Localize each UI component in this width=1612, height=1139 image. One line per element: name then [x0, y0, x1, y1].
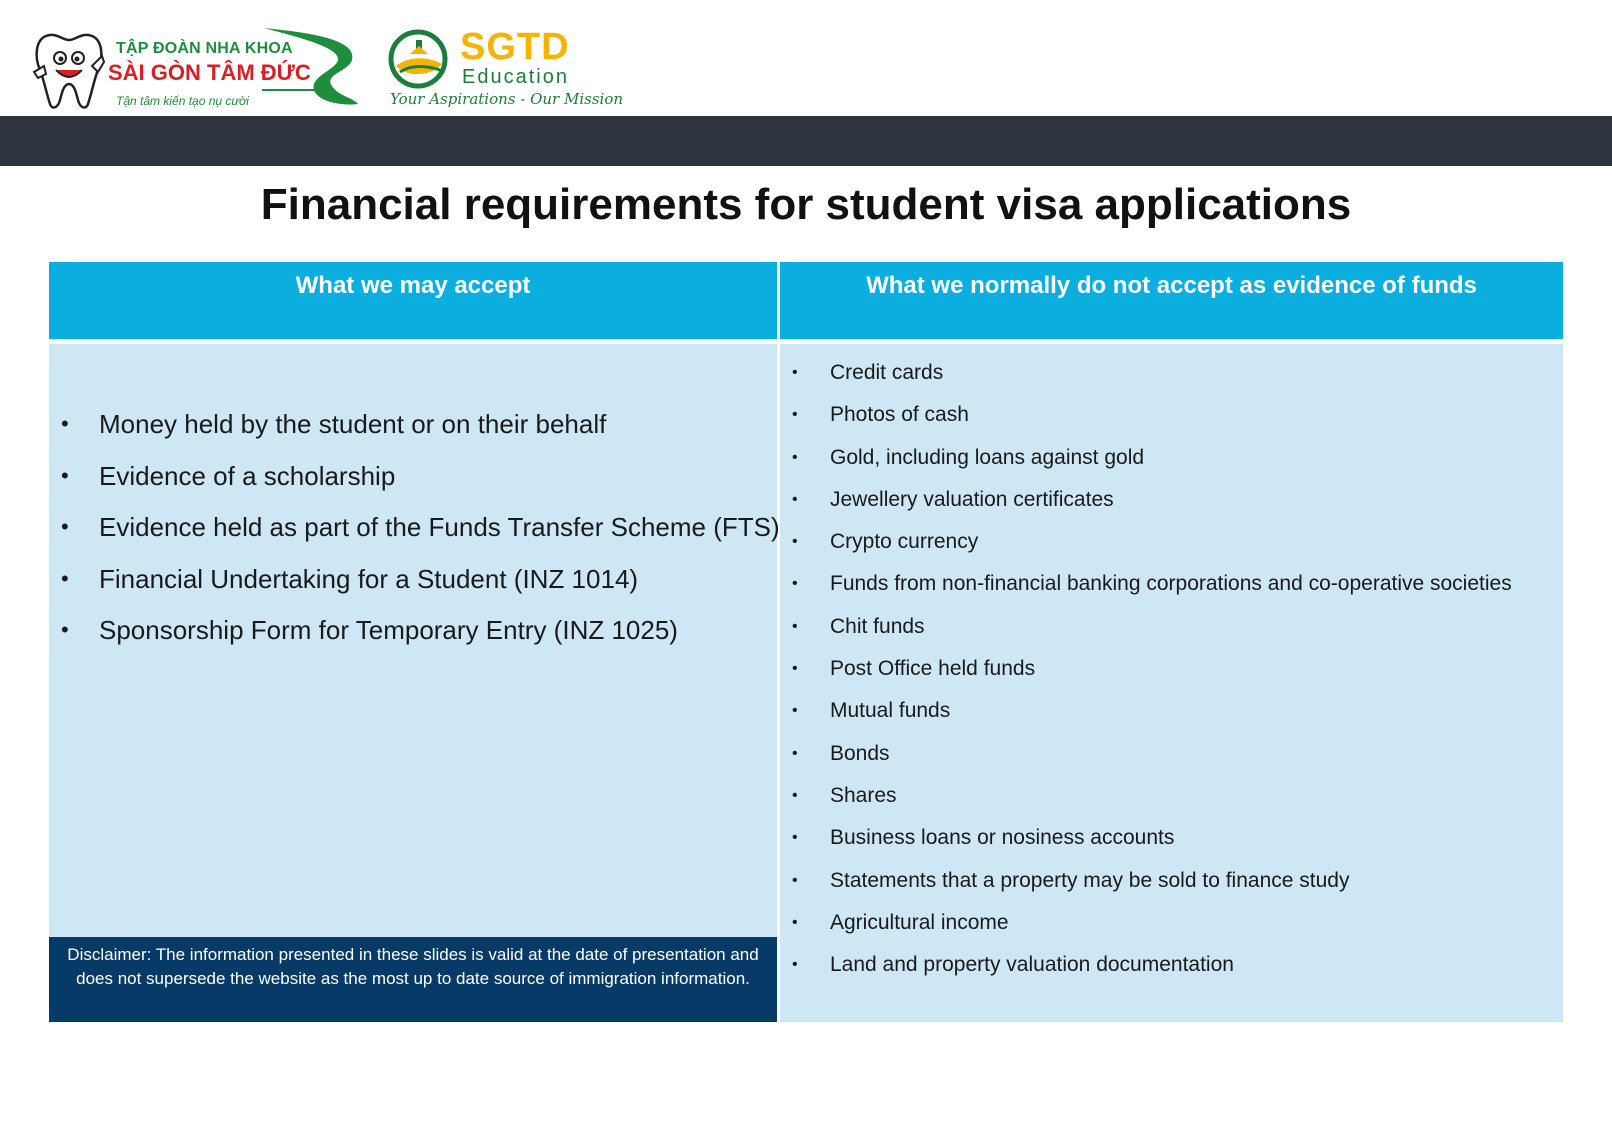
list-item: • Gold, including loans against gold	[792, 443, 1512, 485]
list-item: • Chit funds	[792, 612, 1512, 654]
bullet: •	[792, 660, 798, 678]
page-title: Financial requirements for student visa applications	[260, 180, 1352, 229]
list-item: • Mutual funds	[792, 696, 1512, 738]
list-item: • Money held by the student or on their behalf	[61, 404, 780, 456]
list-item: • Statements that a property may be sold to finance study	[792, 866, 1512, 908]
list-item: • Photos of cash	[792, 400, 1512, 442]
logo1-line2: SÀI GÒN TÂM ĐỨC	[108, 60, 311, 85]
list-item: • Funds from non-financial banking corporations and co-operative societies	[792, 569, 1512, 611]
requirements-table	[49, 262, 1563, 1022]
bullet: •	[792, 956, 798, 974]
list-item: • Credit cards	[792, 358, 1512, 400]
header-band	[0, 116, 1612, 166]
bullet: •	[792, 702, 798, 720]
sgtd-name: SGTD	[460, 26, 570, 68]
disclaimer-box: Disclaimer: The information presented in these slides is valid at the date of presentation and does not supersede the website as the most up to date source of immigration information.	[49, 937, 777, 1022]
bullet: •	[792, 490, 798, 508]
logo1-line1: TẬP ĐOÀN NHA KHOA	[116, 40, 293, 57]
list-item: • Crypto currency	[792, 527, 1512, 569]
not-accepted-column	[780, 344, 1563, 1022]
not-accepted-header: What we normally do not accept as evidence of funds	[780, 262, 1563, 339]
list-item: • Land and property valuation documentation	[792, 950, 1512, 992]
list-item: • Bonds	[792, 739, 1512, 781]
bullet: •	[61, 411, 69, 436]
accepted-header: What we may accept	[49, 262, 777, 339]
logo-bar	[0, 0, 1612, 116]
list-item: • Evidence held as part of the Funds Transfer Scheme (FTS)	[61, 507, 780, 559]
bullet: •	[792, 871, 798, 889]
sgtd-tagline: Your Aspirations - Our Mission	[390, 90, 624, 108]
bullet: •	[61, 462, 69, 488]
bullet: •	[792, 829, 798, 847]
bullet: •	[792, 786, 798, 804]
bullet: •	[792, 744, 798, 762]
list-item: • Evidence of a scholarship	[61, 456, 780, 508]
bullet: •	[792, 406, 798, 424]
bullet: •	[792, 364, 798, 381]
bullet: •	[792, 617, 798, 635]
bullet: •	[792, 913, 798, 931]
logo1-tagline: Tận tâm kiến tạo nụ cười	[116, 94, 249, 108]
bullet: •	[792, 533, 798, 551]
sgtd-education-logo	[388, 26, 624, 112]
list-item: • Post Office held funds	[792, 654, 1512, 696]
list-item: • Business loans or nosiness accounts	[792, 823, 1512, 865]
bullet: •	[792, 448, 798, 466]
sgtd-globe-icon	[388, 28, 448, 90]
sgtd-subtitle: Education	[462, 66, 569, 88]
list-item: • Agricultural income	[792, 908, 1512, 950]
bullet: •	[61, 617, 69, 642]
bullet: •	[61, 514, 69, 539]
bullet: •	[792, 575, 798, 593]
bullet: •	[61, 565, 69, 591]
not-accepted-list	[792, 358, 1512, 992]
list-item: • Shares	[792, 781, 1512, 823]
green-swoosh-icon	[262, 24, 372, 108]
saigon-tam-duc-logo	[32, 24, 352, 114]
accepted-column	[49, 344, 780, 937]
list-item: • Sponsorship Form for Temporary Entry (INZ 1025)	[61, 610, 780, 662]
list-item: • Jewellery valuation certificates	[792, 485, 1512, 527]
tooth-mascot-icon	[32, 26, 106, 110]
list-item: • Financial Undertaking for a Student (INZ 1014)	[61, 559, 780, 611]
accepted-list	[61, 404, 780, 662]
